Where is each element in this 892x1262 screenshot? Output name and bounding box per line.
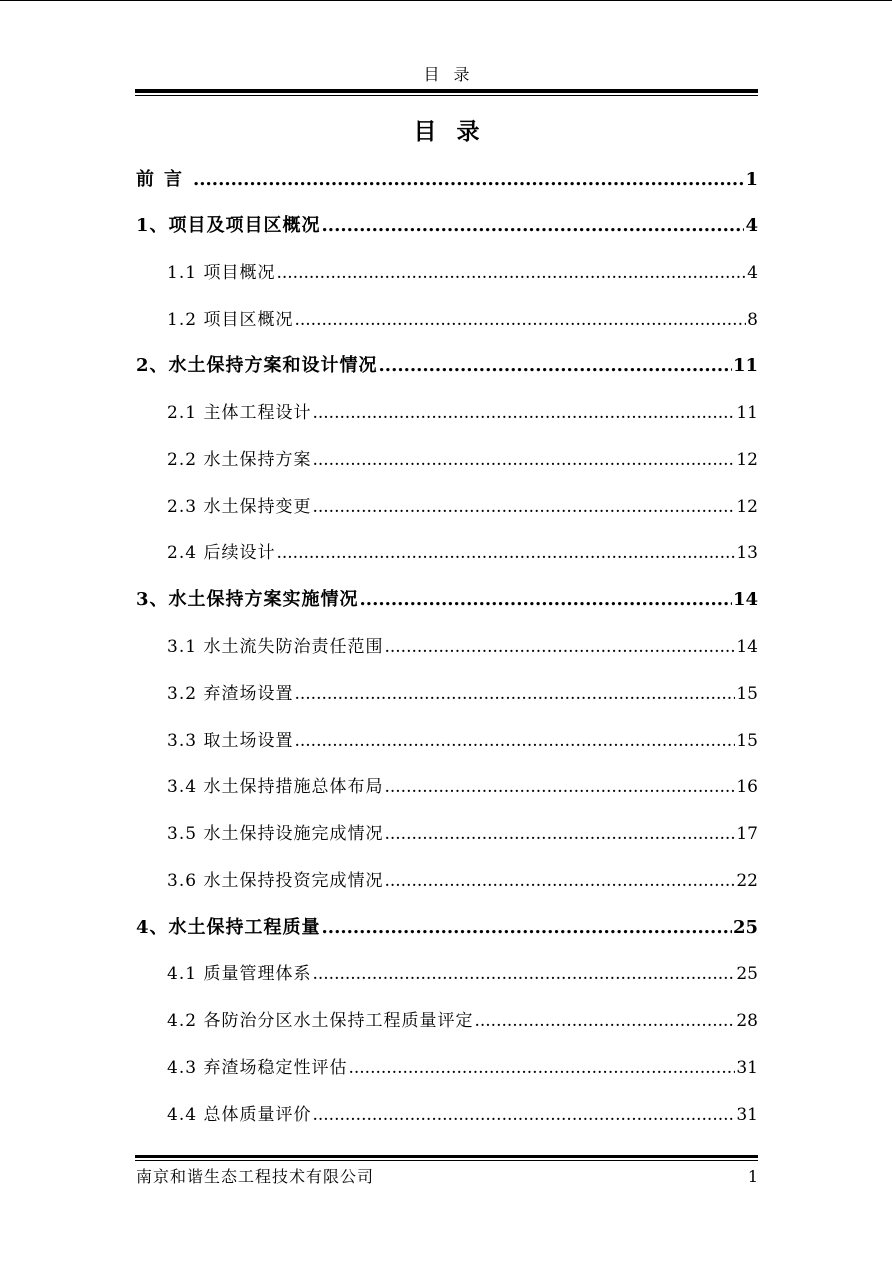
entry-page-number: 17 xyxy=(736,824,758,844)
footer-rule-thin xyxy=(135,1160,758,1161)
dot-leader xyxy=(322,213,745,239)
entry-label: 4.2 各防治分区水土保持工程质量评定 xyxy=(167,1011,474,1031)
entry-label: 4.3 弃渣场稳定性评估 xyxy=(167,1058,348,1078)
entry-page-number: 22 xyxy=(736,871,758,891)
entry-page-number: 15 xyxy=(736,731,758,751)
dot-leader xyxy=(193,167,744,193)
entry-page-number: 4 xyxy=(745,215,758,236)
dot-leader xyxy=(384,821,735,847)
toc-entry-chapter-4[interactable] xyxy=(136,915,758,941)
toc-title: 目录 xyxy=(413,118,500,145)
toc-entry-3-6[interactable] xyxy=(167,868,758,894)
entry-label: 3.6 水土保持投资完成情况 xyxy=(167,871,384,891)
dot-leader xyxy=(276,260,746,286)
toc-entry-3-4[interactable] xyxy=(167,774,758,800)
entry-page-number: 12 xyxy=(736,450,758,470)
dot-leader xyxy=(312,961,735,987)
entry-page-number: 13 xyxy=(736,543,758,563)
entry-page-number: 8 xyxy=(747,310,758,330)
dot-leader xyxy=(379,353,732,379)
entry-label: 3.1 水土流失防治责任范围 xyxy=(167,637,384,657)
dot-leader xyxy=(384,774,735,800)
entry-page-number: 4 xyxy=(747,263,758,283)
toc-entry-1-1[interactable] xyxy=(167,260,758,286)
toc-entry-2-3[interactable] xyxy=(167,494,758,520)
footer-rule-thick xyxy=(135,1155,758,1158)
toc-entry-3-1[interactable] xyxy=(167,634,758,660)
dot-leader xyxy=(322,915,732,941)
toc-entry-chapter-2[interactable] xyxy=(136,353,758,379)
entry-page-number: 16 xyxy=(736,777,758,797)
entry-label: 1、项目及项目区概况 xyxy=(136,215,321,236)
dot-leader xyxy=(276,540,735,566)
toc-entry-chapter-1[interactable] xyxy=(136,213,758,239)
entry-label: 4.4 总体质量评价 xyxy=(167,1105,312,1125)
entry-label: 4.1 质量管理体系 xyxy=(167,964,312,984)
entry-page-number: 14 xyxy=(736,637,758,657)
entry-page-number: 12 xyxy=(736,497,758,517)
dot-leader xyxy=(294,307,746,333)
dot-leader xyxy=(294,681,735,707)
entry-page-number: 11 xyxy=(736,403,758,423)
entry-page-number: 31 xyxy=(736,1105,758,1125)
toc-entry-2-2[interactable] xyxy=(167,447,758,473)
entry-label: 前言 xyxy=(136,169,192,190)
entry-label: 3.3 取土场设置 xyxy=(167,731,294,751)
toc-entry-4-4[interactable] xyxy=(167,1102,758,1128)
entry-page-number: 31 xyxy=(736,1058,758,1078)
dot-leader xyxy=(312,447,735,473)
toc-entry-chapter-3[interactable] xyxy=(136,587,758,613)
dot-leader xyxy=(312,400,735,426)
entry-label: 2.3 水土保持变更 xyxy=(167,497,312,517)
entry-label: 3、水土保持方案实施情况 xyxy=(136,589,359,610)
footer-page-number: 1 xyxy=(747,1167,758,1186)
toc-entry-3-5[interactable] xyxy=(167,821,758,847)
dot-leader xyxy=(312,494,735,520)
dot-leader xyxy=(348,1055,735,1081)
entry-label: 2.2 水土保持方案 xyxy=(167,450,312,470)
toc-entry-4-3[interactable] xyxy=(167,1055,758,1081)
toc-entry-4-2[interactable] xyxy=(167,1008,758,1034)
toc-entry-4-1[interactable] xyxy=(167,961,758,987)
entry-label: 2.4 后续设计 xyxy=(167,543,276,563)
running-header: 目录 xyxy=(423,65,484,84)
entry-label: 4、水土保持工程质量 xyxy=(136,917,321,938)
entry-label: 3.4 水土保持措施总体布局 xyxy=(167,777,384,797)
dot-leader xyxy=(384,634,735,660)
entry-page-number: 1 xyxy=(745,169,758,190)
toc-entry-1-2[interactable] xyxy=(167,307,758,333)
entry-page-number: 28 xyxy=(736,1011,758,1031)
dot-leader xyxy=(294,728,735,754)
footer-company-name: 南京和谐生态工程技术有限公司 xyxy=(136,1167,375,1186)
entry-label: 3.2 弃渣场设置 xyxy=(167,684,294,704)
entry-page-number: 11 xyxy=(732,355,758,376)
entry-label: 3.5 水土保持设施完成情况 xyxy=(167,824,384,844)
toc-entry-3-3[interactable] xyxy=(167,728,758,754)
toc-entry-preface[interactable] xyxy=(136,167,758,193)
entry-label: 1.2 项目区概况 xyxy=(167,310,294,330)
entry-label: 2.1 主体工程设计 xyxy=(167,403,312,423)
dot-leader xyxy=(474,1008,735,1034)
toc-entry-2-4[interactable] xyxy=(167,540,758,566)
entry-page-number: 25 xyxy=(736,964,758,984)
dot-leader xyxy=(360,587,732,613)
entry-page-number: 25 xyxy=(732,917,758,938)
entry-label: 2、水土保持方案和设计情况 xyxy=(136,355,378,376)
entry-label: 1.1 项目概况 xyxy=(167,263,276,283)
dot-leader xyxy=(384,868,735,894)
toc-entry-2-1[interactable] xyxy=(167,400,758,426)
entry-page-number: 14 xyxy=(732,589,758,610)
dot-leader xyxy=(312,1102,735,1128)
entry-page-number: 15 xyxy=(736,684,758,704)
toc-entry-3-2[interactable] xyxy=(167,681,758,707)
